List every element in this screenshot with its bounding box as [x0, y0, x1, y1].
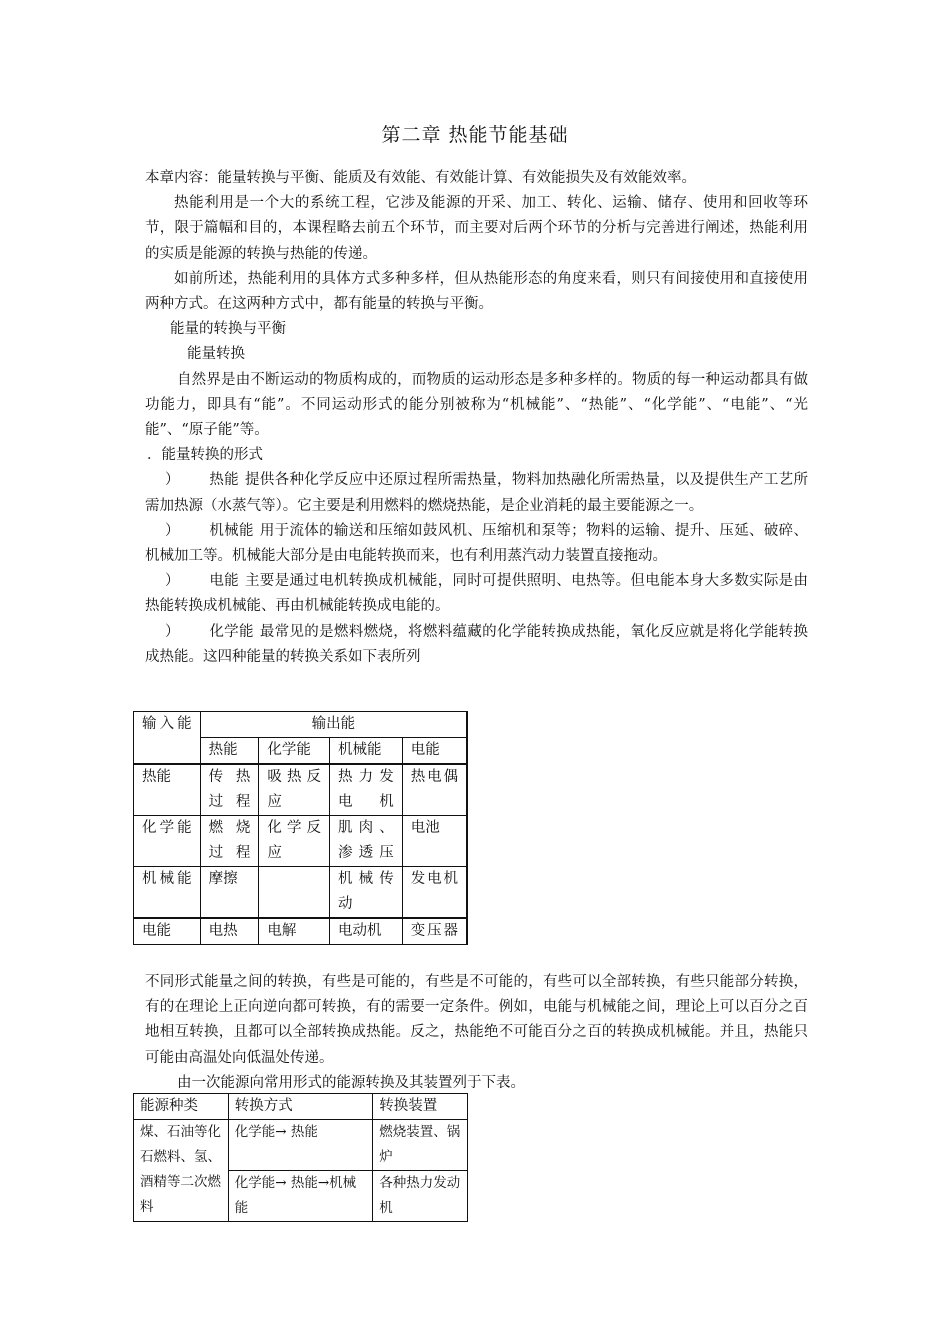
paragraph: 不同形式能量之间的转换，有些是可能的，有些是不可能的，有些可以全部转换，有些只能部分转换，有的在理论上正向逆向都可转换，有的需要一定条件。例如，电能与机械能之间，理论上可以百分之百地相互转换，且都可以全部转换成热能。反之，热能绝不可能百分之百的转换成机械能。并且，热能只可能由高温处向低温处传递。 — [145, 974, 808, 1066]
table-row — [134, 816, 468, 867]
row-label: 电能 — [134, 918, 201, 945]
item-name: 热能 — [209, 472, 239, 489]
table-cell: 肌肉、渗透压 — [330, 816, 403, 867]
chapter-contents: 本章内容：能量转换与平衡、能质及有效能、有效能计算、有效能损失及有效能效率。 — [145, 170, 696, 186]
list-item — [145, 569, 808, 619]
subsection-heading: 能量转换 — [187, 346, 245, 363]
row-label: 化学能 — [134, 816, 201, 867]
body-text — [145, 166, 808, 670]
body-text-continued — [145, 970, 808, 1096]
table-cell: 电池 — [402, 816, 467, 867]
item-name: 化学能 — [209, 623, 254, 640]
paragraph: 如前所述，热能利用的具体方式多种多样，但从热能形态的角度来看，则只有间接使用和直接使用两种方式。在这两种方式中，都有能量的转换与平衡。 — [145, 270, 808, 313]
column-header: 转换方式 — [228, 1094, 372, 1120]
column-header: 机械能 — [330, 738, 403, 765]
table-cell: 摩擦 — [200, 867, 259, 919]
table-cell: 发电机 — [402, 867, 467, 919]
paragraph: 热能利用是一个大的系统工程，它涉及能源的开采、加工、转化、运输、储存、使用和回收等环节，限于篇幅和目的，本课程略去前五个环节，而主要对后两个环节的分析与完善进行阐述，热能利用的实质是能源的转换与热能的传递。 — [145, 195, 808, 262]
table-cell: 化学能→ 热能→机械能 — [228, 1171, 372, 1222]
table-cell: 燃烧装置、锅炉 — [373, 1120, 468, 1171]
list-marker: ） — [165, 573, 180, 590]
list-marker: ） — [165, 472, 180, 489]
table-cell: 电动机 — [330, 918, 403, 945]
table-cell: 化学反应 — [259, 816, 330, 867]
column-header: 转换装置 — [373, 1094, 468, 1120]
list-item — [145, 620, 808, 670]
section-heading: 能量的转换与平衡 — [170, 321, 286, 338]
row-label: 热能 — [134, 764, 201, 816]
table-cell: 热电偶 — [402, 764, 467, 816]
list-item — [145, 519, 808, 569]
paragraph: 由一次能源向常用形式的能源转换及其装置列于下表。 — [177, 1074, 525, 1091]
table-header-row — [134, 1094, 468, 1120]
table-cell: 吸热反应 — [259, 764, 330, 816]
chapter-title: 第二章 热能节能基础 — [381, 124, 569, 146]
item-text: 提供各种化学反应中还原过程所需热量，物料加热融化所需热量，以及提供生产工艺所需加热源（水蒸气等）。它主要是利用燃料的燃烧热能，是企业消耗的最主要能源之一。 — [145, 472, 809, 514]
table-cell: 变压器 — [402, 918, 467, 945]
table-row — [134, 918, 468, 945]
list-marker: ） — [165, 522, 180, 539]
item-text: 最常见的是燃料燃烧，将燃料蕴藏的化学能转换成热能，氧化反应就是将化学能转换成热能。这四种能量的转换关系如下表所列 — [145, 623, 809, 665]
energy-conversion-table — [133, 711, 468, 945]
table-cell: 化学能→ 热能 — [228, 1120, 372, 1171]
table-row — [134, 867, 468, 919]
table-cell: 热力发电机 — [330, 764, 403, 816]
table-cell: 各种热力发动机 — [373, 1171, 468, 1222]
table-cell: 传热过程 — [200, 764, 259, 816]
table-cell: 电热 — [200, 918, 259, 945]
column-header: 能源种类 — [134, 1094, 229, 1120]
item-name: 机械能 — [209, 522, 254, 539]
column-header: 热能 — [200, 738, 259, 765]
column-header: 电能 — [402, 738, 467, 765]
row-label: 机械能 — [134, 867, 201, 919]
list-marker: ） — [165, 623, 180, 640]
corner-cell: 输入能 — [134, 712, 201, 765]
output-header: 输出能 — [200, 712, 467, 738]
primary-energy-conversion-table — [133, 1093, 468, 1222]
column-header: 化学能 — [259, 738, 330, 765]
table-cell — [259, 867, 330, 919]
item-name: 电能 — [209, 573, 239, 590]
list-item — [145, 468, 808, 518]
item-text: 用于流体的输送和压缩如鼓风机、压缩机和泵等；物料的运输、提升、压延、破碎、机械加工等。机械能大部分是由电能转换而来，也有利用蒸汽动力装置直接拖动。 — [145, 522, 809, 565]
energy-source-cell: 煤、石油等化石燃料、氢、酒精等二次燃料 — [134, 1120, 229, 1222]
table-cell: 燃烧过程 — [200, 816, 259, 867]
paragraph: 自然界是由不断运动的物质构成的，而物质的运动形态是多种多样的。物质的每一种运动都具有做功能力，即具有“能”。不同运动形式的能分别被称为“机械能”、“热能”、“化学能”、“电能”、“光能”、“原子能”等。 — [145, 371, 808, 439]
table-header-row — [134, 712, 468, 738]
table-cell: 电解 — [259, 918, 330, 945]
item-text: 主要是通过电机转换成机械能，同时可提供照明、电热等。但电能本身大多数实际是由热能转换成机械能、再由机械能转换成电能的。 — [145, 573, 809, 615]
list-heading: ．能量转换的形式 — [147, 447, 263, 464]
table-cell: 机械传动 — [330, 867, 403, 919]
table-row — [134, 1120, 468, 1171]
table-row — [134, 764, 468, 816]
